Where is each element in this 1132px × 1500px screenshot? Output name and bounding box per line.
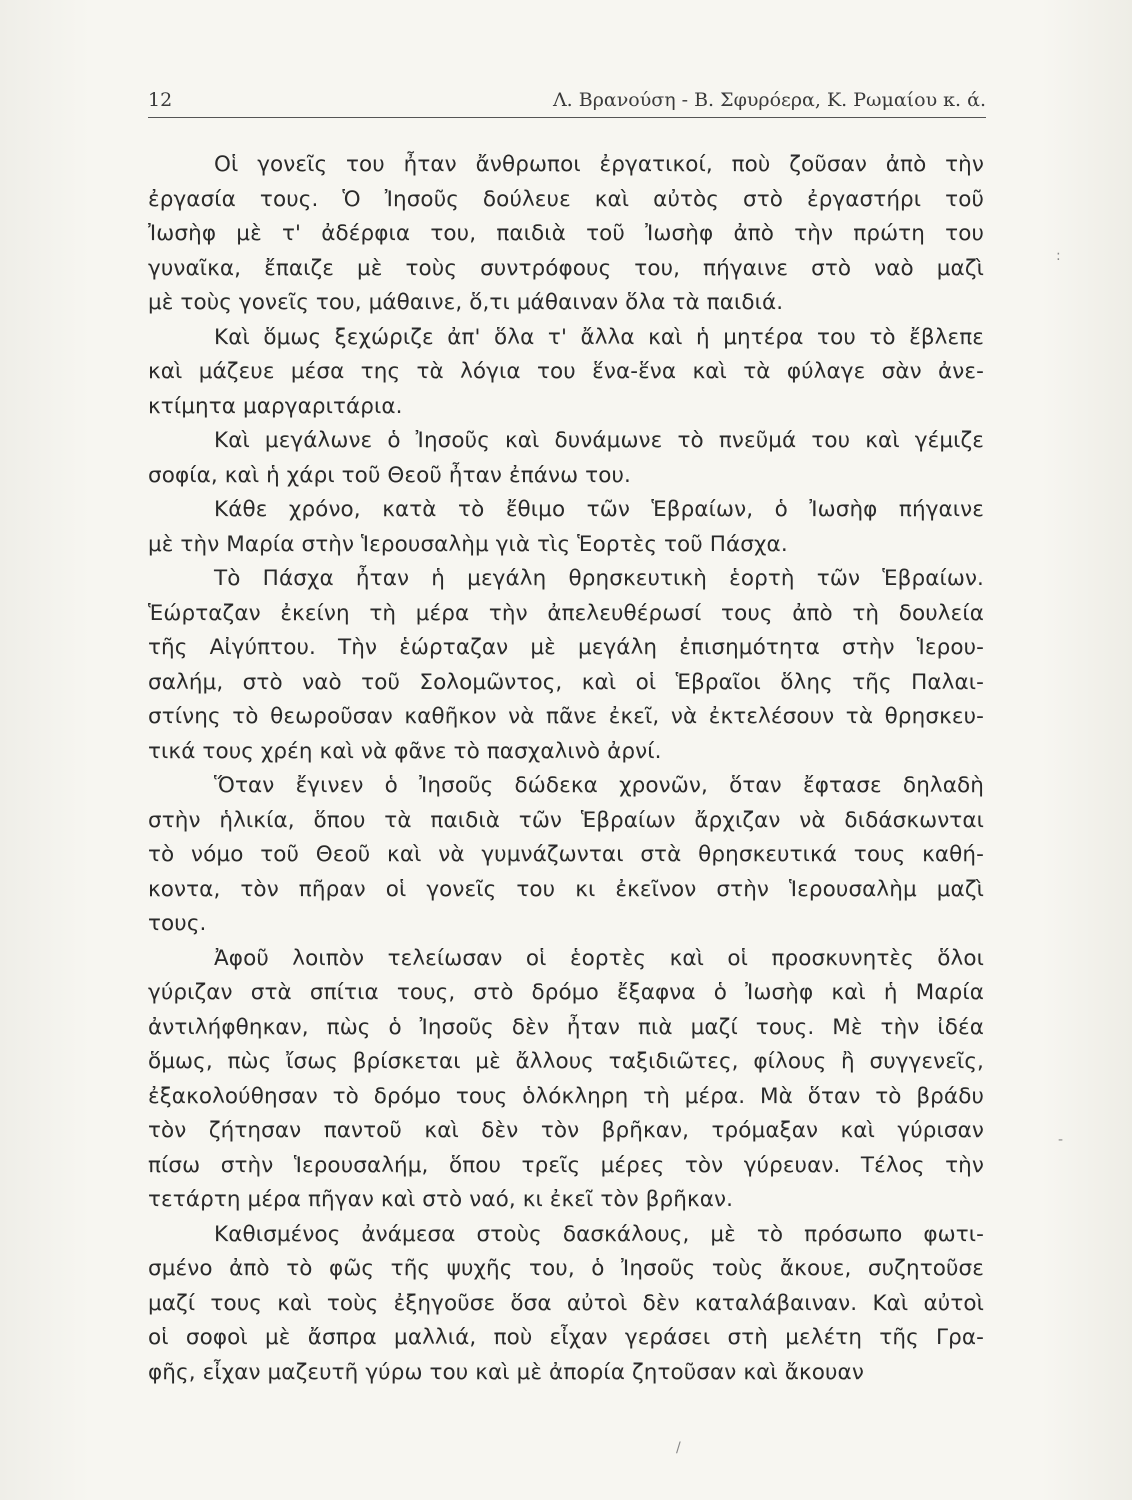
running-title: Λ. Βρανούση - Β. Σφυρόερα, Κ. Ρωμαίου κ. ά.: [552, 89, 986, 111]
text-line: μὲ τοὺς γονεῖς του, μάθαινε, ὅ,τι μάθαιναν ὅλα τὰ παιδιά.: [148, 290, 784, 315]
text-line: Κάθε χρόνο, κατὰ τὸ ἔθιμο τῶν Ἑβραίων, ὁ Ἰωσὴφ πήγαινε: [214, 497, 984, 522]
text-line: μαζί τους καὶ τοὺς ἐξηγοῦσε ὅσα αὐτοὶ δὲν καταλάβαιναν. Καὶ αὐτοὶ: [148, 1290, 984, 1316]
text-line: φῆς, εἶχαν μαζευτῆ γύρω του καὶ μὲ ἀπορία ζητοῦσαν καὶ ἄκουαν: [148, 1359, 864, 1385]
text-line: Ἀφοῦ λοιπὸν τελείωσαν οἱ ἑορτὲς καὶ οἱ προσκυνητὲς ὅλοι: [214, 945, 984, 971]
text-line: ἐξακολούθησαν τὸ δρόμο τους ὁλόκληρη τὴ μέρα. Μὰ ὅταν τὸ βράδυ: [148, 1083, 984, 1109]
text-line: ἐργασία τους. Ὁ Ἰησοῦς δούλευε καὶ αὐτὸς στὸ ἐργαστήρι τοῦ: [148, 186, 984, 212]
margin-speck: -: [1058, 1132, 1064, 1148]
paragraph: [148, 493, 984, 562]
text-line: τους.: [148, 911, 207, 936]
text-line: κτίμητα μαργαριτάρια.: [148, 393, 403, 419]
page-number: 12: [148, 89, 173, 111]
text-line: Καὶ μεγάλωνε ὁ Ἰησοῦς καὶ δυνάμωνε τὸ πνεῦμά του καὶ γέμιζε: [214, 428, 984, 453]
text-line: Τὸ Πάσχα ἦταν ἡ μεγάλη θρησκευτικὴ ἑορτὴ τῶν Ἑβραίων.: [214, 566, 984, 591]
text-line: ὅμως, πὼς ἴσως βρίσκεται μὲ ἄλλους ταξιδιῶτες, φίλους ἢ συγγενεῖς,: [148, 1049, 984, 1074]
text-line: μὲ τὴν Μαρία στὴν Ἱερουσαλὴμ γιὰ τὶς Ἑορτὲς τοῦ Πάσχα.: [148, 531, 788, 557]
paragraph: [148, 424, 984, 493]
text-line: οἱ σοφοὶ μὲ ἄσπρα μαλλιά, ποὺ εἶχαν γεράσει στὴ μελέτη τῆς Γρα-: [148, 1325, 984, 1350]
margin-speck: /: [676, 1440, 681, 1456]
text-line: γυναῖκα, ἔπαιζε μὲ τοὺς συντρόφους του, πήγαινε στὸ ναὸ μαζὶ: [148, 255, 984, 281]
text-line: Ἑώρταζαν ἐκείνη τὴ μέρα τὴν ἀπελευθέρωσί τους ἀπὸ τὴ δουλεία: [148, 600, 984, 626]
margin-speck: :: [1056, 248, 1061, 264]
text-line: τικά τους χρέη καὶ νὰ φᾶνε τὸ πασχαλινὸ ἀρνί.: [148, 738, 662, 764]
text-line: πίσω στὴν Ἱερουσαλήμ, ὅπου τρεῖς μέρες τὸν γύρευαν. Τέλος τὴν: [148, 1152, 984, 1178]
text-line: καὶ μάζευε μέσα της τὰ λόγια του ἕνα-ἕνα καὶ τὰ φύλαγε σὰν ἀνε-: [148, 359, 984, 384]
text-line: τετάρτη μέρα πῆγαν καὶ στὸ ναό, κι ἐκεῖ τὸν βρῆκαν.: [148, 1187, 734, 1212]
paragraph: [148, 148, 984, 321]
running-header: [148, 84, 986, 118]
text-line: Ὅταν ἔγινεν ὁ Ἰησοῦς δώδεκα χρονῶν, ὅταν ἔφτασε δηλαδὴ: [214, 773, 984, 798]
text-line: γύριζαν στὰ σπίτια τους, στὸ δρόμο ἔξαφνα ὁ Ἰωσὴφ καὶ ἡ Μαρία: [148, 980, 984, 1005]
text-line: Ἰωσὴφ μὲ τ' ἀδέρφια του, παιδιὰ τοῦ Ἰωσὴφ ἀπὸ τὴν πρώτη του: [148, 221, 984, 246]
text-line: τῆς Αἰγύπτου. Τὴν ἑώρταζαν μὲ μεγάλη ἐπισημότητα στὴν Ἱερου-: [148, 635, 984, 660]
text-line: ἀντιλήφθηκαν, πὼς ὁ Ἰησοῦς δὲν ἦταν πιὰ μαζί τους. Μὲ τὴν ἰδέα: [148, 1014, 984, 1040]
paragraph: [148, 562, 984, 769]
text-line: Καθισμένος ἀνάμεσα στοὺς δασκάλους, μὲ τὸ πρόσωπο φωτι-: [214, 1221, 984, 1247]
text-line: τὸν ζήτησαν παντοῦ καὶ δὲν τὸν βρῆκαν, τρόμαξαν καὶ γύρισαν: [148, 1118, 984, 1143]
paragraph: [148, 1218, 984, 1391]
text-line: στίνης τὸ θεωροῦσαν καθῆκον νὰ πᾶνε ἐκεῖ, νὰ ἐκτελέσουν τὰ θρησκευ-: [148, 704, 984, 729]
paragraph: [148, 942, 984, 1218]
text-line: σαλήμ, στὸ ναὸ τοῦ Σολομῶντος, καὶ οἱ Ἑβραῖοι ὅλης τῆς Παλαι-: [148, 669, 984, 695]
text-line: Οἱ γονεῖς του ἦταν ἄνθρωποι ἐργατικοί, ποὺ ζοῦσαν ἀπὸ τὴν: [214, 152, 984, 177]
text-line: κοντα, τὸν πῆραν οἱ γονεῖς του κι ἐκεῖνον στὴν Ἱερουσαλὴμ μαζὶ: [148, 876, 984, 902]
paragraph: [148, 321, 984, 425]
text-line: στὴν ἡλικία, ὅπου τὰ παιδιὰ τῶν Ἑβραίων ἄρχιζαν νὰ διδάσκωνται: [148, 807, 984, 833]
text-line: σοφία, καὶ ἡ χάρι τοῦ Θεοῦ ἦταν ἐπάνω του.: [148, 462, 631, 488]
paragraph: [148, 769, 984, 942]
text-line: Καὶ ὅμως ξεχώριζε ἀπ' ὅλα τ' ἄλλα καὶ ἡ μητέρα του τὸ ἔβλεπε: [214, 324, 984, 350]
text-line: τὸ νόμο τοῦ Θεοῦ καὶ νὰ γυμνάζωνται στὰ θρησκευτικά τους καθή-: [148, 842, 984, 867]
text-line: σμένο ἀπὸ τὸ φῶς τῆς ψυχῆς του, ὁ Ἰησοῦς τοὺς ἄκουε, συζητοῦσε: [148, 1256, 984, 1281]
body-text: [148, 148, 984, 1390]
